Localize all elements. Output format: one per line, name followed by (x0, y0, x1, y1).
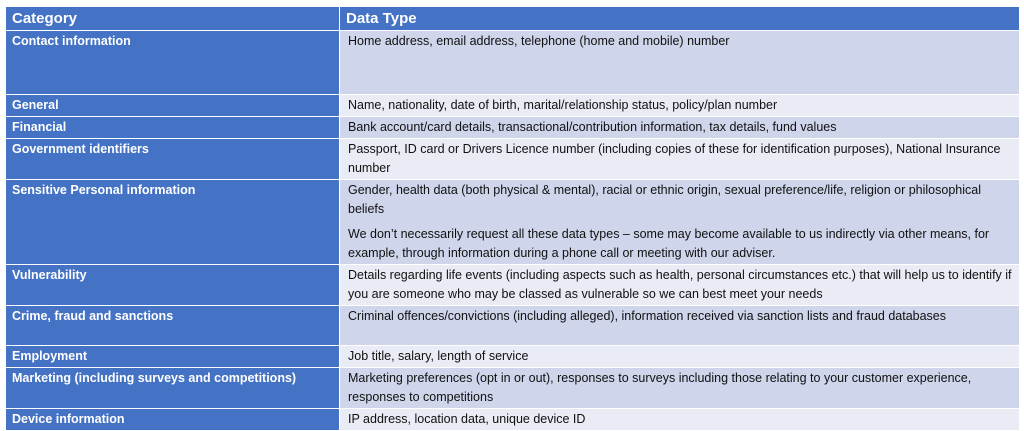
data-type-text: Name, nationality, date of birth, marital/relationship status, policy/plan number (348, 98, 778, 112)
category-cell: Employment (6, 346, 340, 368)
category-cell: Sensitive Personal information (6, 180, 340, 265)
data-type-cell (340, 180, 1020, 265)
table-row (6, 117, 1020, 139)
table-row (6, 139, 1020, 180)
data-type-cell (340, 306, 1020, 346)
category-cell: Device information (6, 409, 340, 431)
table-row (6, 180, 1020, 265)
data-type-cell (340, 368, 1020, 409)
category-cell: Crime, fraud and sanctions (6, 306, 340, 346)
table-row (6, 95, 1020, 117)
data-type-table (5, 6, 1020, 431)
data-type-cell (340, 139, 1020, 180)
data-type-text: Details regarding life events (including aspects such as health, personal circumstances etc.) that will help us to identify if you are someone who may be classed as vulnerable so we can best meet your needs (348, 268, 1012, 301)
data-type-text: Job title, salary, length of service (348, 349, 529, 363)
data-type-text: Home address, email address, telephone (home and mobile) number (348, 34, 730, 48)
table-row (6, 368, 1020, 409)
data-type-text: Gender, health data (both physical & mental), racial or ethnic origin, sexual preference/life, religion or philosophical beliefs (348, 183, 981, 216)
header-data-type: Data Type (340, 7, 1020, 31)
data-type-cell (340, 95, 1020, 117)
category-cell: General (6, 95, 340, 117)
data-type-text: IP address, location data, unique device ID (348, 412, 586, 426)
category-cell: Vulnerability (6, 265, 340, 306)
data-type-text: Passport, ID card or Drivers Licence number (including copies of these for identification purposes), National Insurance number (348, 142, 1001, 175)
data-type-cell (340, 346, 1020, 368)
table-row (6, 265, 1020, 306)
table-header-row (6, 7, 1020, 31)
data-type-cell (340, 117, 1020, 139)
data-type-cell (340, 31, 1020, 95)
data-type-text: Bank account/card details, transactional/contribution information, tax details, fund values (348, 120, 837, 134)
category-cell: Financial (6, 117, 340, 139)
data-type-text: Criminal offences/convictions (including alleged), information received via sanction lists and fraud databases (348, 309, 947, 323)
data-type-cell (340, 265, 1020, 306)
header-category: Category (6, 7, 340, 31)
category-cell: Government identifiers (6, 139, 340, 180)
table-row (6, 31, 1020, 95)
category-cell: Marketing (including surveys and competitions) (6, 368, 340, 409)
table-row (6, 346, 1020, 368)
category-cell: Contact information (6, 31, 340, 95)
table-row (6, 306, 1020, 346)
data-type-note: We don’t necessarily request all these data types – some may become available to us indirectly via other means, for example, through information during a phone call or meeting with our adviser. (348, 227, 990, 260)
data-type-text: Marketing preferences (opt in or out), responses to surveys including those relating to your customer experience, responses to competitions (348, 371, 972, 404)
